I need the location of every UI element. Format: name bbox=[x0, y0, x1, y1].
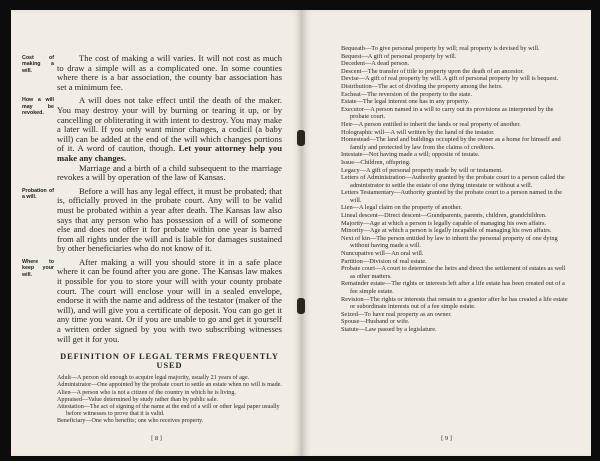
definition-item: Adult—A person old enough to acquire legal majority, usually 21 years of age. bbox=[57, 375, 250, 382]
definition-list-right bbox=[341, 45, 571, 334]
definition-item: Intestate—Not having made a will; opposite of testate. bbox=[341, 151, 480, 159]
definition-item: Attestation—The act of signing of the name at the end of a will or other legal paper usually before witnesses to prove that it is valid. bbox=[57, 404, 280, 418]
definition-item: Remainder estate—The rights or interests left after a life estate has been created out of a fee simple estate. bbox=[341, 280, 565, 295]
side-label: Where to keep your will. bbox=[22, 258, 54, 278]
booklet-spread bbox=[11, 10, 591, 456]
side-label: How a will may be revoked. bbox=[22, 97, 54, 117]
attorney-advice: Let your attorney help you make any changes. bbox=[57, 143, 282, 163]
definition-item: Holographic will—A will written by the hand of the testator. bbox=[341, 128, 495, 136]
definition-item: Minority—Age at which a person is legally incapable of managing his own affairs. bbox=[341, 227, 552, 235]
staple-bottom bbox=[297, 298, 305, 314]
definition-item: Probate court—A court to determine the heirs and direct the settlement of estates as well as other matters. bbox=[341, 265, 566, 280]
definition-item: Bequeath—To give personal property by will; real property is devised by will. bbox=[341, 45, 540, 52]
side-label: Probation of a will. bbox=[22, 187, 54, 201]
definition-list-left bbox=[57, 375, 282, 425]
definition-item: Seized—To have real property as an owner. bbox=[341, 310, 452, 318]
definition-item: Statute—Law passed by a legislature. bbox=[341, 325, 437, 333]
definition-item: Escheat—The reversion of the property to the state. bbox=[341, 90, 473, 98]
definition-item: Letters of Administration—Authority granted by the probate court to a person called the administrator to settle the estate of one dying intestate or without a will. bbox=[341, 174, 565, 189]
section-body: After making a will you should store it in a safe place where it can be found after you are gone. The Kansas law makes it possible for you to store your will with your county probate court. The court will enclose your will in a sealed envelope, endorse it with the name and address of the testator (maker of the will), and will give you a certificate of deposit. You can go get it any time you want. Or if you are unable to go and get it yourself a written order signed by you with two subscribing witnesses will get it for you. bbox=[57, 256, 282, 344]
definition-item: Beneficiary—One who benefits; one who receives property. bbox=[57, 418, 204, 425]
staple-top bbox=[297, 130, 305, 146]
definition-item: Issue—Children, offspring. bbox=[341, 158, 411, 166]
definition-item: Spouse—Husband or wife. bbox=[341, 318, 410, 326]
definition-item: Devise—A gift of real property by will. A gift of personal property by will is bequest. bbox=[341, 75, 559, 83]
page-number-right: [ 9 ] bbox=[441, 435, 452, 442]
definition-item: Administrator—One appointed by the probate court to settle an estate when no will is made. bbox=[57, 382, 282, 389]
definitions-heading: DEFINITION OF LEGAL TERMS FREQUENTLY USED bbox=[60, 352, 279, 371]
section-probation bbox=[22, 185, 282, 254]
definition-item: Nuncupative will—An oral will. bbox=[341, 250, 424, 258]
definition-item: Bequest—A gift of personal property by will. bbox=[341, 52, 457, 60]
definition-item: Partition—Division of real estate. bbox=[341, 257, 427, 265]
section-body: Before a will has any legal effect, it must be probated; that is, officially proved in the probate court. Any will to be valid must be probated within a year after death. The Kansas law also says that any person who has possession of a will of someone else and does not offer it for probate within one year is barred from all rights under the will and is liable for damages sustained by other beneficiaries who do not know of it. bbox=[57, 185, 282, 254]
section-revoke bbox=[22, 95, 282, 183]
definition-item: Next of kin—The person entitled by law to inherit the personal property of one dying without having made a will. bbox=[341, 234, 558, 250]
section-cost bbox=[22, 53, 282, 92]
page-number-left: [ 8 ] bbox=[151, 435, 162, 442]
section-keep bbox=[22, 256, 282, 344]
definition-item: Heir—A person entitled to inherit the lands or real property of another. bbox=[341, 120, 521, 128]
definition-item: Homestead—The land and buildings occupied by the owner as a home for himself and family and protected by law from the claims of creditors. bbox=[341, 136, 561, 151]
side-label: Cost of making a will. bbox=[22, 55, 54, 74]
definition-item: Distribution—The act of dividing the property among the heirs. bbox=[341, 82, 503, 90]
definition-item: Executor—A person named in a will to carry out its provisions as interpreted by the probate court. bbox=[341, 105, 554, 121]
definition-item: Letters Testamentary—Authority granted by the probate court to a person named in the will. bbox=[341, 189, 563, 204]
definition-item: Majority—Age at which a person is legally capable of managing his own affairs. bbox=[341, 219, 547, 227]
left-page-content bbox=[22, 53, 282, 426]
section-text: A will does not take effect until the death of the maker. You may destroy your will by burning or tearing it up, or by cancelling or obliterating it with intent to destroy. You may make a later will. If you only want minor changes, a codicil (a baby will) can be added at the end of the will which changes portions of it. A word of caution, though. bbox=[57, 95, 282, 154]
left-page bbox=[11, 10, 302, 456]
definition-item: Revision—The rights or interests that remain to a grantor after he has created a life estate or subordinate interests out of a fee simple estate. bbox=[341, 295, 568, 311]
definition-item: Lineal descent—Direct descent—Grandparents, parents, children, grandchildren. bbox=[341, 212, 547, 220]
definition-item: Descent—The transfer of title to property upon the death of an ancestor. bbox=[341, 67, 524, 75]
definition-item: Appraised—Value determined by study rather than by public sale. bbox=[57, 396, 218, 403]
section-extra: Marriage and a birth of a child subsequent to the marriage revokes a will by operation of the law of Kansas. bbox=[57, 162, 282, 183]
definition-item: Legacy—A gift of personal property made by will or testament. bbox=[341, 166, 503, 174]
definition-item: Decedent—A dead person. bbox=[341, 60, 410, 68]
definition-item: Alien—A person who is not a citizen of the country in which he is living. bbox=[57, 389, 236, 396]
definition-item: Lien—A legal claim on the property of another. bbox=[341, 204, 462, 212]
definition-item: Estate—The legal interest one has in any property. bbox=[341, 98, 470, 106]
section-body bbox=[57, 96, 282, 163]
right-page bbox=[302, 10, 591, 456]
section-body: The cost of making a will varies. It will not cost as much to draw a simple will as a complicated one. In some counties where there is a bar association, the county bar association has set a minimum fee. bbox=[57, 53, 282, 92]
